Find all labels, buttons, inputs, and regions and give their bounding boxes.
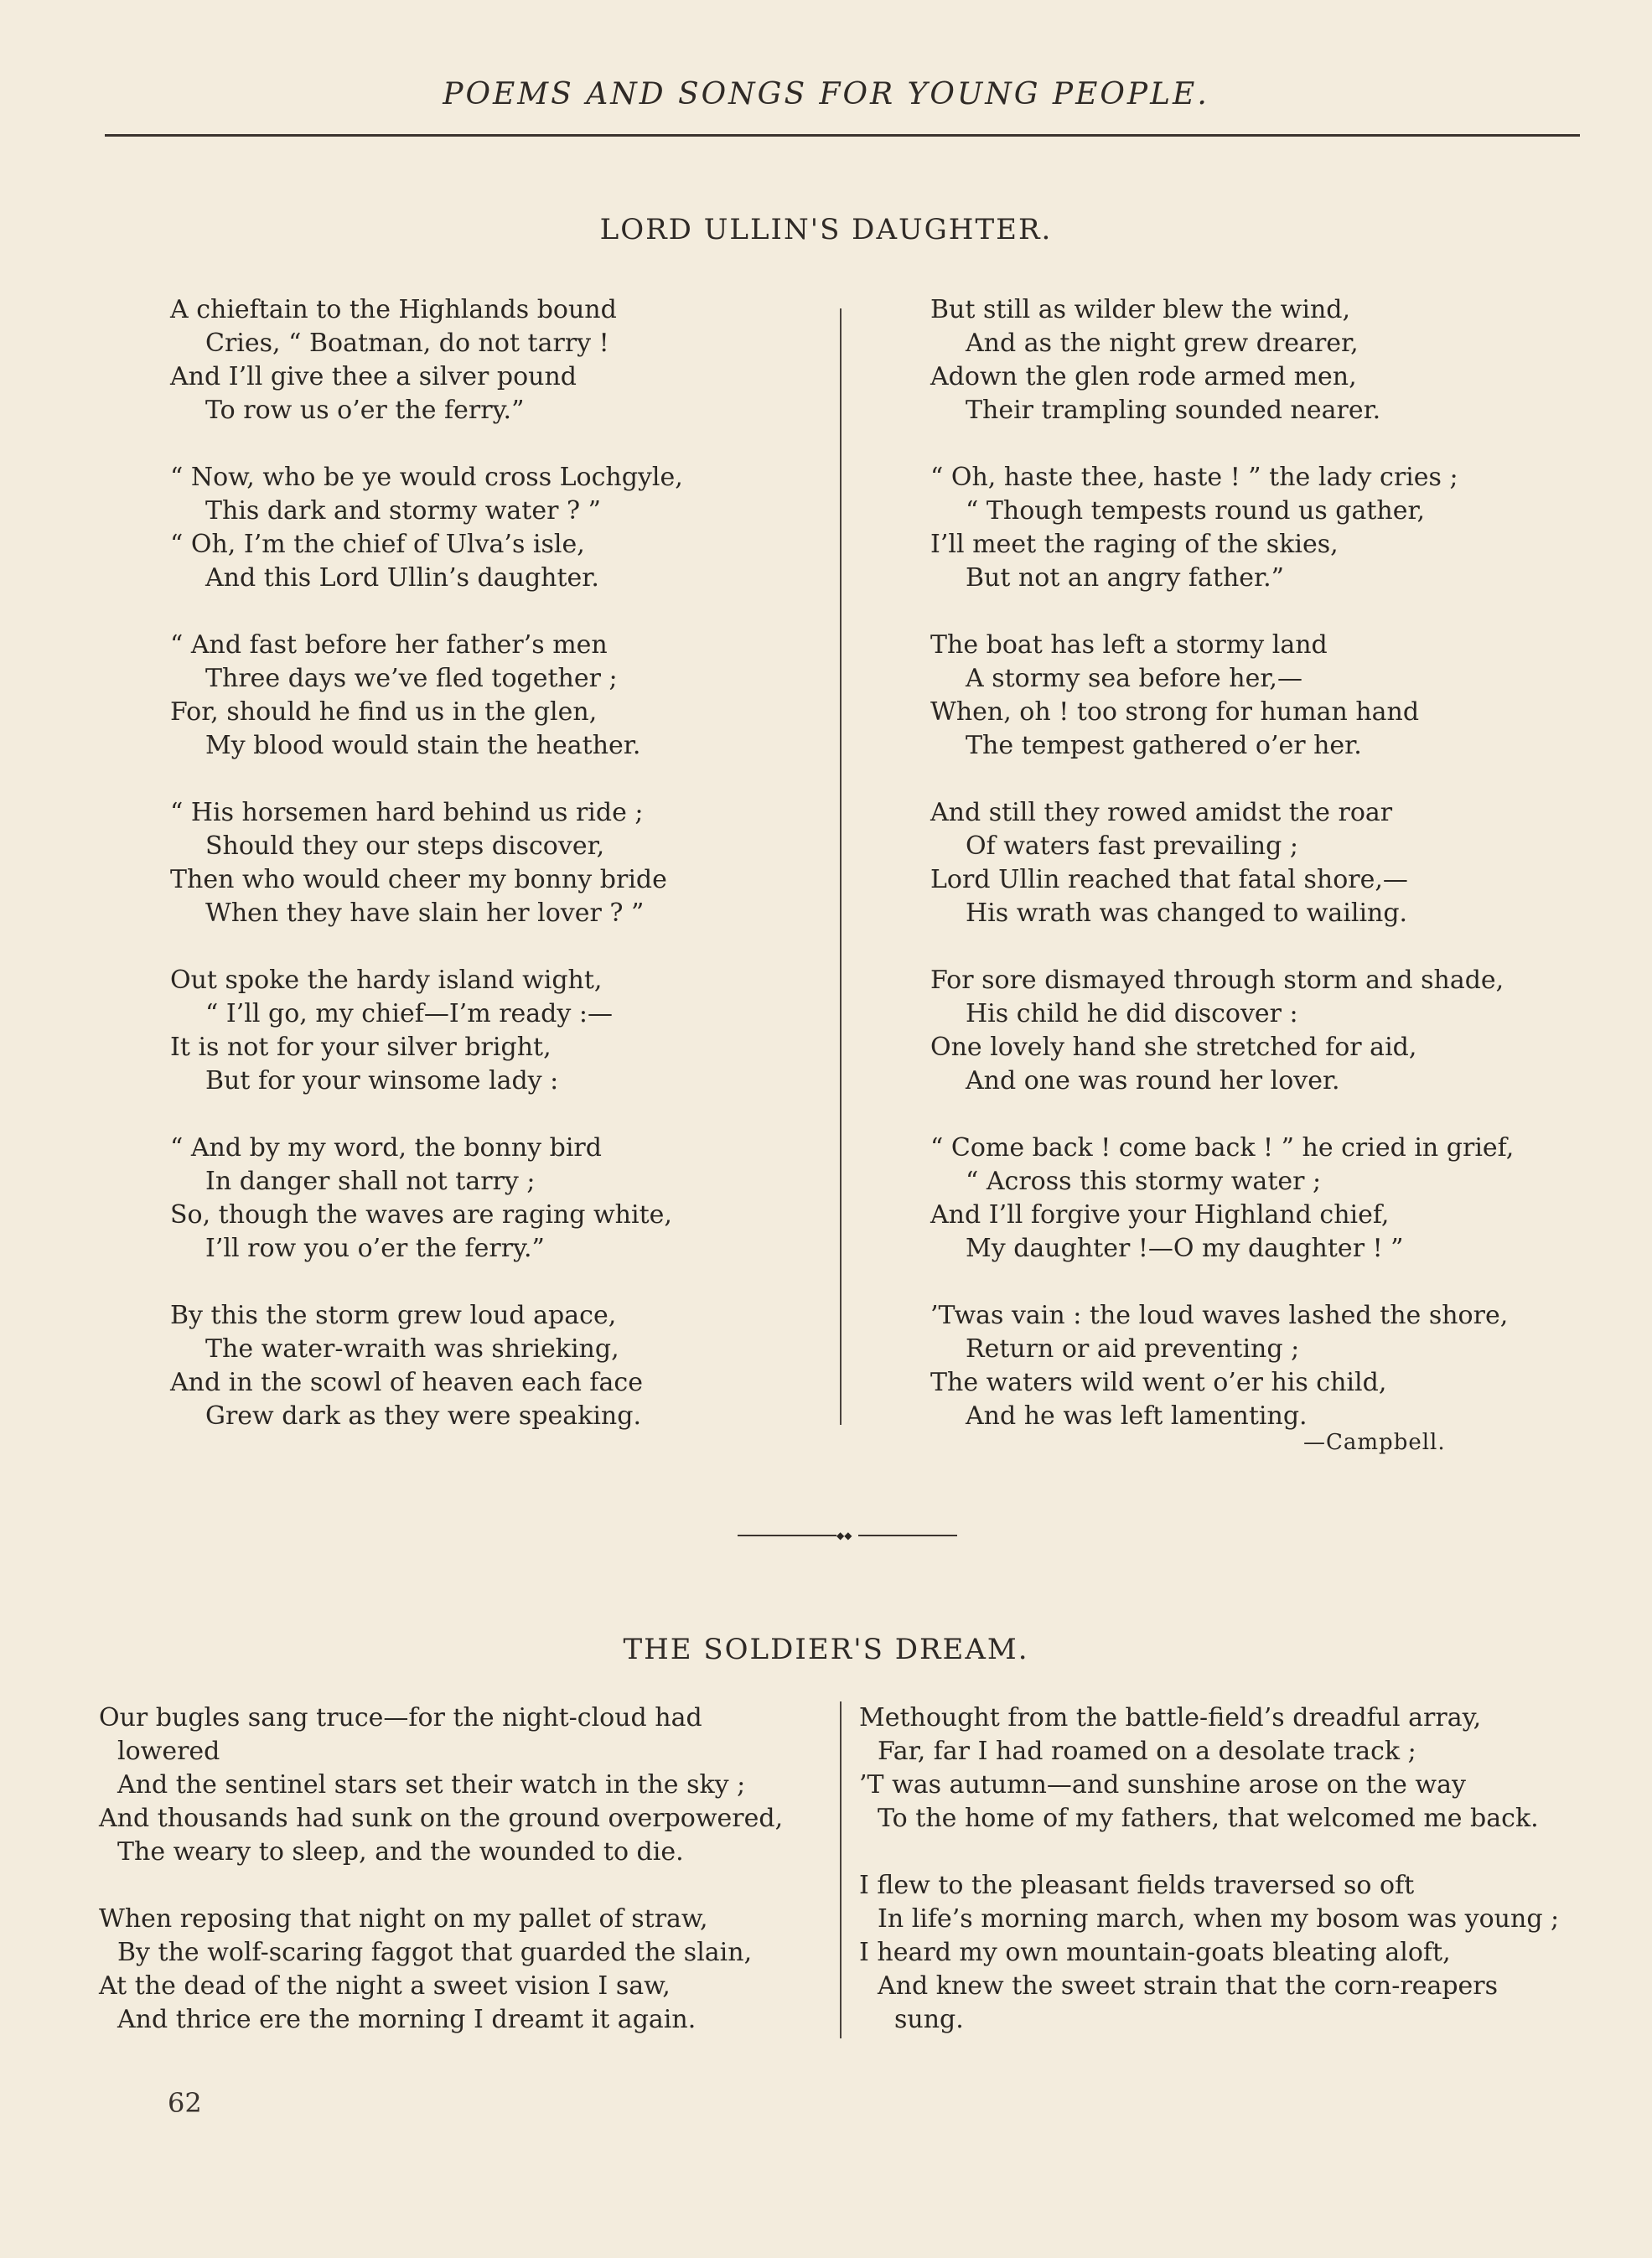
verse-line: One lovely hand she stretched for aid, (930, 1033, 1417, 1062)
column-divider (840, 308, 842, 1425)
verse-line: “ Oh, haste thee, haste ! ” the lady cries ; (930, 463, 1458, 492)
verse-line: And I’ll forgive your Highland chief, (930, 1200, 1390, 1230)
verse-line: The waters wild went o’er his child, (930, 1368, 1387, 1397)
verse-line: And thrice ere the morning I dreamt it again. (117, 2005, 697, 2034)
verse-line: The weary to sleep, and the wounded to die. (117, 1837, 684, 1867)
stanza (859, 1701, 1588, 1836)
verse-line: “ And by my word, the bonny bird (170, 1133, 602, 1163)
poem-title-soldiers-dream: THE SOLDIER'S DREAM. (623, 1633, 1029, 1666)
verse-line: At the dead of the night a sweet vision I saw, (99, 1971, 671, 2001)
stanza (170, 461, 824, 595)
verse-line: So, though the waves are raging white, (170, 1200, 672, 1230)
verse-line: I flew to the pleasant fields traversed so oft (859, 1871, 1415, 1900)
verse-line: Of waters fast prevailing ; (966, 831, 1298, 861)
verse-line: My daughter !—O my daughter ! ” (966, 1234, 1404, 1263)
verse-line: Adown the glen rode armed men, (930, 362, 1357, 391)
verse-line: When, oh ! too strong for human hand (930, 697, 1420, 727)
verse-line: “ And fast before her father’s men (170, 630, 608, 660)
verse-line: Methought from the battle-field’s dreadful array, (859, 1703, 1482, 1732)
verse-line: And the sentinel stars set their watch in the sky ; (117, 1770, 746, 1800)
verse-line: But for your winsome lady : (205, 1066, 559, 1095)
ornament-diamond-icon: ◆◆ (836, 1530, 852, 1541)
stanza (99, 1701, 828, 1869)
stanza (99, 1903, 828, 2037)
stanza (930, 964, 1592, 1098)
verse-line: And one was round her lover. (966, 1066, 1340, 1095)
verse-line: sung. (894, 2005, 964, 2034)
verse-line: A chieftain to the Highlands bound (170, 295, 617, 324)
verse-line: “ Though tempests round us gather, (966, 496, 1426, 526)
verse-line: And still they rowed amidst the roar (930, 798, 1393, 827)
verse-line: Out spoke the hardy island wight, (170, 966, 603, 995)
stanza (170, 964, 824, 1098)
section-ornament (738, 1530, 957, 1541)
stanza (930, 796, 1592, 930)
verse-line: The tempest gathered o’er her. (966, 731, 1362, 760)
verse-line: “ His horsemen hard behind us ride ; (170, 798, 644, 827)
page-number: 62 (168, 2087, 202, 2119)
stanza (930, 629, 1592, 763)
verse-line: For sore dismayed through storm and shade, (930, 966, 1504, 995)
verse-line: “ I’ll go, my chief—I’m ready :— (205, 999, 613, 1028)
verse-line: But not an angry father.” (966, 563, 1284, 593)
verse-line: And thousands had sunk on the ground overpowered, (99, 1804, 784, 1833)
stanza (930, 1299, 1592, 1433)
verse-line: Should they our steps discover, (205, 831, 605, 861)
verse-line: And this Lord Ullin’s daughter. (205, 563, 599, 593)
verse-line: By this the storm grew loud apace, (170, 1301, 617, 1330)
verse-line: ’Twas vain : the loud waves lashed the shore, (930, 1301, 1509, 1330)
poem-attribution: —Campbell. (1303, 1430, 1446, 1455)
stanza (170, 796, 824, 930)
verse-line: “ Come back ! come back ! ” he cried in grief, (930, 1133, 1515, 1163)
verse-line: Far, far I had roamed on a desolate track ; (878, 1737, 1416, 1766)
verse-line: By the wolf-scaring faggot that guarded the slain, (117, 1938, 753, 1967)
verse-line: His wrath was changed to wailing. (966, 899, 1408, 928)
stanza (170, 1132, 824, 1266)
verse-line: In life’s morning march, when my bosom was young ; (878, 1904, 1560, 1934)
stanza (859, 1869, 1588, 2037)
stanza (170, 293, 824, 427)
stanza (170, 629, 824, 763)
verse-line: Grew dark as they were speaking. (205, 1401, 641, 1431)
verse-line: I’ll meet the raging of the skies, (930, 530, 1339, 559)
poem1-right-column (930, 293, 1592, 1467)
poem-title-lord-ullins-daughter: LORD ULLIN'S DAUGHTER. (599, 213, 1053, 246)
verse-line: Lord Ullin reached that fatal shore,— (930, 865, 1408, 894)
verse-line: Three days we’ve fled together ; (205, 664, 618, 693)
verse-line: And as the night grew drearer, (966, 329, 1359, 358)
stanza (930, 293, 1592, 427)
verse-line: “ Now, who be ye would cross Lochgyle, (170, 463, 683, 492)
verse-line: Their trampling sounded nearer. (966, 396, 1381, 425)
poem1-left-column (170, 293, 824, 1467)
verse-line: When reposing that night on my pallet of straw, (99, 1904, 708, 1934)
verse-line: In danger shall not tarry ; (205, 1167, 536, 1196)
verse-line: To row us o’er the ferry.” (205, 396, 525, 425)
poem2-left-column (99, 1701, 828, 2070)
verse-line: A stormy sea before her,— (966, 664, 1302, 693)
verse-line: Return or aid preventing ; (966, 1334, 1300, 1364)
verse-line: lowered (117, 1737, 220, 1766)
verse-line: This dark and stormy water ? ” (205, 496, 601, 526)
verse-line: But still as wilder blew the wind, (930, 295, 1351, 324)
verse-line: To the home of my fathers, that welcomed me back. (878, 1804, 1539, 1833)
verse-line: Our bugles sang truce—for the night-cloud had (99, 1703, 702, 1732)
verse-line: And knew the sweet strain that the corn-reapers (878, 1971, 1499, 2001)
stanza (170, 1299, 824, 1433)
verse-line: My blood would stain the heather. (205, 731, 641, 760)
verse-line: Then who would cheer my bonny bride (170, 865, 667, 894)
verse-line: “ Oh, I’m the chief of Ulva’s isle, (170, 530, 585, 559)
verse-line: For, should he find us in the glen, (170, 697, 598, 727)
verse-line: The boat has left a stormy land (930, 630, 1328, 660)
verse-line: And in the scowl of heaven each face (170, 1368, 643, 1397)
header-rule (105, 134, 1580, 137)
verse-line: “ Across this stormy water ; (966, 1167, 1322, 1196)
verse-line: Cries, “ Boatman, do not tarry ! (205, 329, 609, 358)
column-divider (840, 1701, 842, 2038)
verse-line: The water-wraith was shrieking, (205, 1334, 619, 1364)
verse-line: And I’ll give thee a silver pound (170, 362, 577, 391)
stanza (930, 461, 1592, 595)
running-head: POEMS AND SONGS FOR YOUNG PEOPLE. (443, 77, 1209, 111)
verse-line: And he was left lamenting. (966, 1401, 1308, 1431)
verse-line: I heard my own mountain-goats bleating aloft, (859, 1938, 1451, 1967)
verse-line: It is not for your silver bright, (170, 1033, 552, 1062)
verse-line: When they have slain her lover ? ” (205, 899, 645, 928)
verse-line: His child he did discover : (966, 999, 1298, 1028)
poem2-right-column (859, 1701, 1588, 2070)
verse-line: I’ll row you o’er the ferry.” (205, 1234, 545, 1263)
verse-line: ’T was autumn—and sunshine arose on the way (859, 1770, 1466, 1800)
stanza (930, 1132, 1592, 1266)
